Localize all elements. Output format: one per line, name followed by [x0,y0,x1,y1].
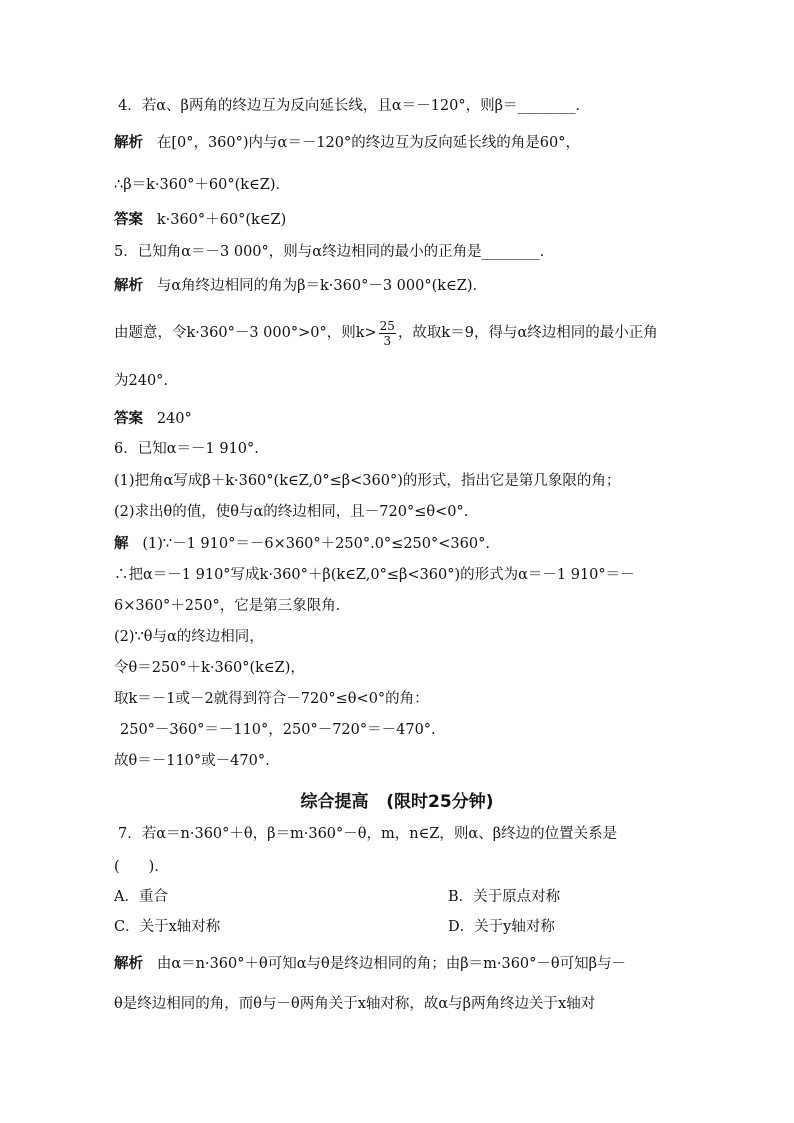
q4-question: 4．若α、β两角的终边互为反向延长线，且α＝－120°，则β＝________． [118,98,590,114]
answer-text: k·360°＋60°(k∈Z) [156,212,287,228]
q6-solution-line5: 令θ＝250°＋k·360°(k∈Z)， [114,660,305,676]
analysis-text: ，故取k＝9，得与α终边相同的最小正角 [397,325,658,341]
analysis-text: 在[0°，360°)内与α＝－120°的终边互为反向延长线的角是60°， [156,135,580,151]
analysis-label: 解析 [114,278,143,294]
q5-analysis [114,277,487,295]
q5-analysis-line2 [114,316,658,350]
q7-question: 7．若α＝n·360°＋θ，β＝m·360°－θ，m，n∈Z，则α、β终边的位置关系是 [118,826,618,842]
q6-solution-line3: 6×360°＋250°，它是第三象限角． [114,598,351,614]
q6-solution-line8: 故θ＝－110°或－470°. [114,753,270,769]
q5-analysis-line3: 为240°. [114,373,169,389]
q6-part2: (2)求出θ的值，使θ与α的终边相同，且－720°≤θ<0°. [114,504,469,520]
q4-analysis-line2: ∴β＝k·360°＋60°(k∈Z)． [114,177,291,193]
section-time-limit: (限时25分钟) [386,792,494,812]
fraction [379,319,396,348]
q7-option-a: A．重合 [114,889,168,905]
solution-text: (1)∵－1 910°＝－6×360°＋250°.0°≤250°<360°. [142,536,490,552]
q7-question-line2: ( )． [114,859,169,875]
analysis-text: 由α＝n·360°＋θ可知α与θ是终边相同的角；由β＝m·360°－θ可知β与－ [156,956,627,972]
fraction-numerator: 25 [379,318,395,333]
section-title: 综合提高 [300,792,369,812]
answer-label: 答案 [114,411,143,427]
q7-analysis [114,955,626,973]
q5-answer [114,410,192,428]
q6-question: 6．已知α＝－1 910°. [114,441,259,457]
analysis-text: 由题意，令k·360°－3 000°>0°，则k> [114,325,377,341]
q6-solution-line2: ∴把α＝－1 910°写成k·360°＋β(k∈Z,0°≤β<360°)的形式为α＝－1 910°＝－ [114,567,635,583]
solution-label: 解 [114,536,129,552]
q7-analysis-line2: θ是终边相同的角，而θ与－θ两角关于x轴对称，故α与β两角终边关于x轴对 [114,996,596,1012]
q6-solution-line7: 250°－360°＝－110°，250°－720°＝－470°. [120,722,436,738]
answer-text: 240° [156,411,192,427]
q6-solution [114,535,490,553]
analysis-label: 解析 [114,956,143,972]
section-heading [0,787,794,812]
analysis-text: 与α角终边相同的角为β＝k·360°－3 000°(k∈Z)． [156,278,487,294]
analysis-label: 解析 [114,135,143,151]
q6-solution-line4: (2)∵θ与α的终边相同， [114,629,264,645]
q7-option-b: B．关于原点对称 [448,889,561,905]
q7-option-d: D．关于y轴对称 [448,919,555,935]
q6-solution-line6: 取k＝－1或－2就得到符合－720°≤θ<0°的角： [114,691,429,707]
q6-part1: (1)把角α写成β＋k·360°(k∈Z,0°≤β<360°)的形式，指出它是第几象限的角； [114,473,621,489]
q4-analysis [114,134,580,152]
q4-answer [114,211,286,229]
q7-option-c: C．关于x轴对称 [114,919,221,935]
answer-label: 答案 [114,212,143,228]
fraction-denominator: 3 [383,333,392,348]
q5-question: 5．已知角α＝－3 000°，则与α终边相同的最小的正角是________． [114,244,555,260]
